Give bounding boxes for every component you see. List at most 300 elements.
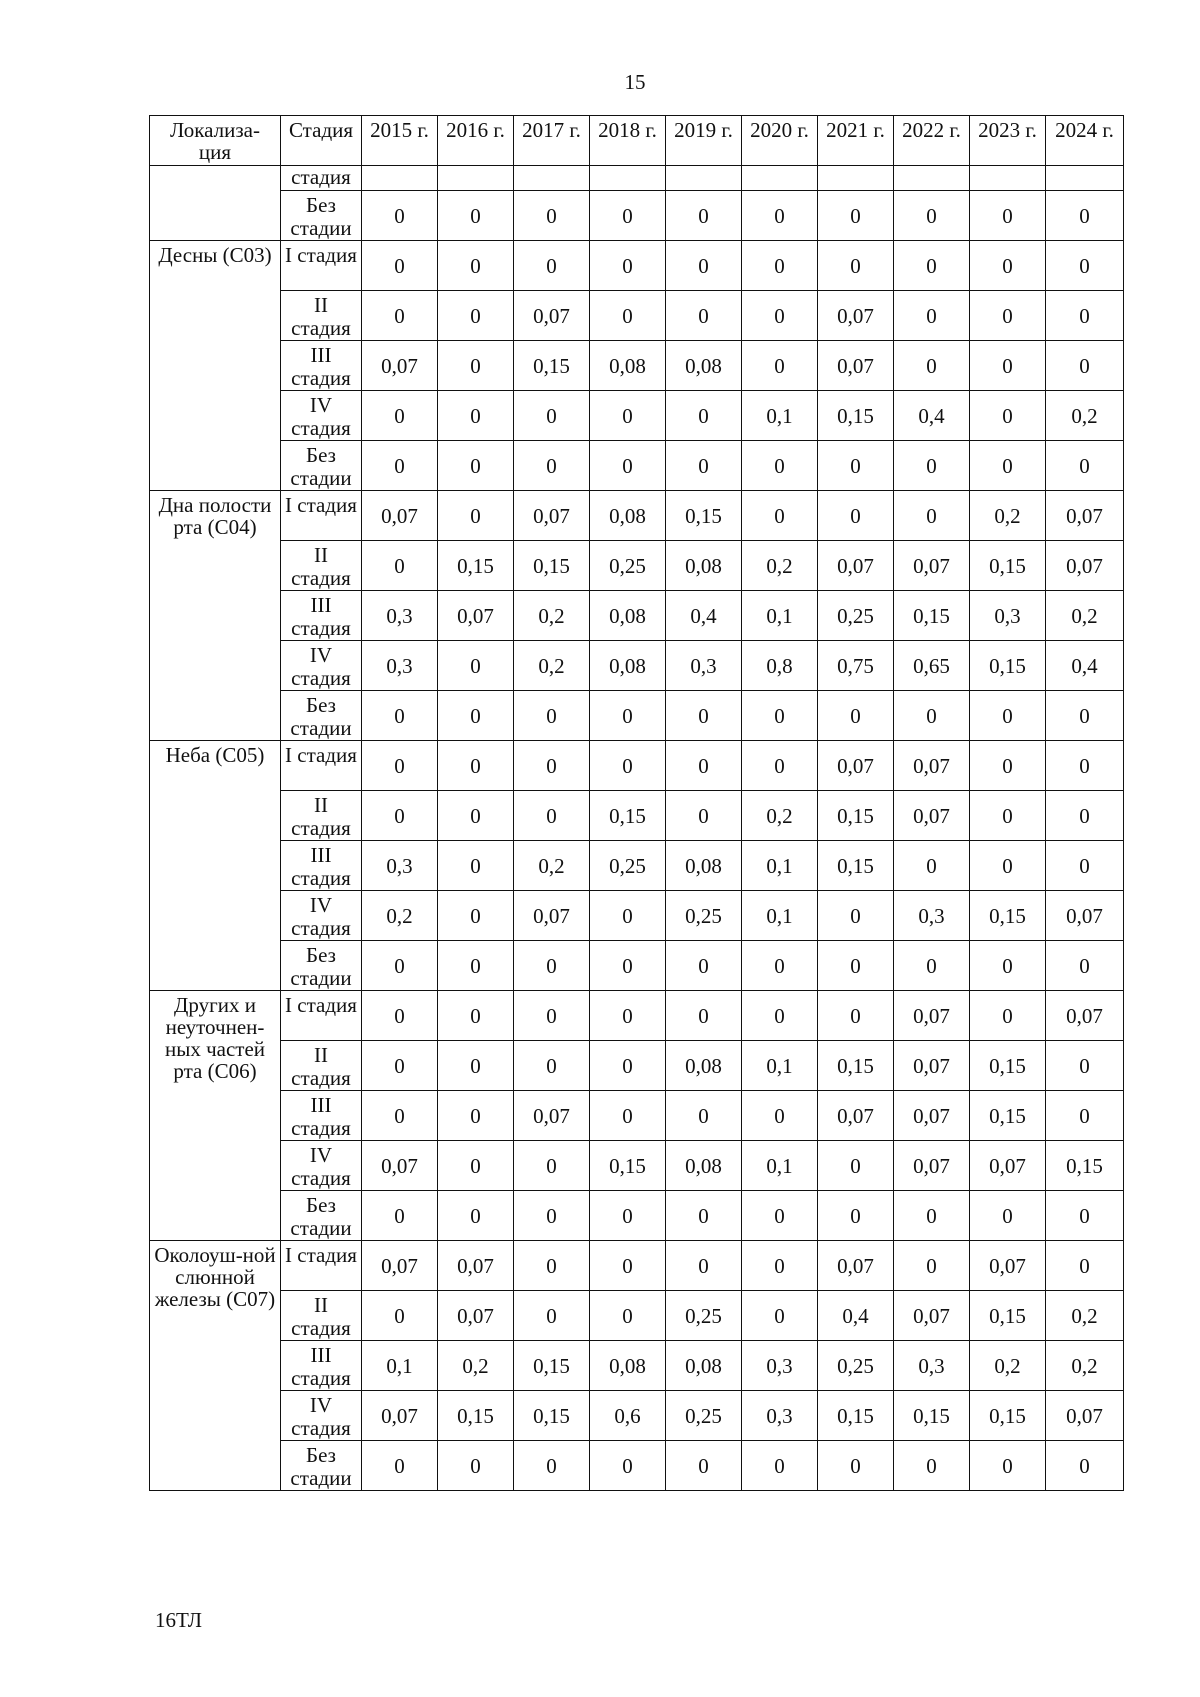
value-cell: 0,15	[514, 341, 590, 391]
stage-cell: III стадия	[281, 1091, 362, 1141]
value-cell: 0	[742, 741, 818, 791]
value-cell: 0	[362, 291, 438, 341]
stage-cell: II стадия	[281, 1291, 362, 1341]
value-cell: 0	[514, 241, 590, 291]
value-cell: 0	[514, 441, 590, 491]
value-cell: 0	[666, 691, 742, 741]
stage-cell: Без стадии	[281, 941, 362, 991]
value-cell: 0	[818, 241, 894, 291]
value-cell: 0	[514, 941, 590, 991]
value-cell: 0	[742, 341, 818, 391]
value-cell: 0,3	[666, 641, 742, 691]
value-cell: 0	[438, 1141, 514, 1191]
table-row	[150, 941, 1124, 991]
value-cell: 0	[666, 241, 742, 291]
value-cell: 0	[666, 791, 742, 841]
stage-cell: IV стадия	[281, 1141, 362, 1191]
value-cell: 0	[742, 1241, 818, 1291]
value-cell: 0	[742, 1291, 818, 1341]
value-cell: 0,07	[1046, 541, 1124, 591]
value-cell: 0,07	[818, 1091, 894, 1141]
value-cell: 0	[1046, 1191, 1124, 1241]
stage-cell: IV стадия	[281, 891, 362, 941]
value-cell: 0	[514, 191, 590, 241]
value-cell: 0	[1046, 1441, 1124, 1491]
value-cell: 0,25	[666, 1391, 742, 1441]
value-cell: 0	[818, 1141, 894, 1191]
value-cell: 0	[970, 441, 1046, 491]
value-cell: 0,3	[742, 1341, 818, 1391]
value-cell: 0	[970, 941, 1046, 991]
value-cell: 0,15	[818, 1391, 894, 1441]
value-cell: 0,08	[666, 1341, 742, 1391]
stage-cell: III стадия	[281, 341, 362, 391]
value-cell: 0,1	[742, 591, 818, 641]
table-row	[150, 1391, 1124, 1441]
stage-cell: III стадия	[281, 591, 362, 641]
value-cell: 0	[590, 1241, 666, 1291]
value-cell: 0	[894, 691, 970, 741]
table-row	[150, 241, 1124, 291]
value-cell: 0	[590, 1191, 666, 1241]
value-cell: 0,2	[970, 491, 1046, 541]
value-cell: 0,25	[666, 891, 742, 941]
value-cell: 0	[438, 941, 514, 991]
stage-cell: I стадия	[281, 991, 362, 1041]
value-cell: 0,07	[1046, 891, 1124, 941]
value-cell: 0	[362, 741, 438, 791]
value-cell: 0	[514, 1441, 590, 1491]
value-cell: 0	[894, 291, 970, 341]
value-cell: 0	[894, 241, 970, 291]
value-cell	[362, 166, 438, 191]
value-cell: 0	[514, 1191, 590, 1241]
value-cell: 0,07	[970, 1241, 1046, 1291]
value-cell: 0,07	[362, 491, 438, 541]
value-cell: 0	[590, 1291, 666, 1341]
value-cell: 0,1	[742, 891, 818, 941]
value-cell: 0,1	[742, 841, 818, 891]
value-cell: 0	[742, 491, 818, 541]
value-cell: 0	[438, 1191, 514, 1241]
value-cell: 0,25	[666, 1291, 742, 1341]
value-cell: 0	[438, 891, 514, 941]
value-cell: 0,2	[514, 841, 590, 891]
localization-cell	[150, 166, 281, 241]
value-cell: 0	[666, 1091, 742, 1141]
document-code: 16ТЛ	[155, 1608, 203, 1632]
value-cell: 0,07	[438, 1291, 514, 1341]
stage-cell: IV стадия	[281, 391, 362, 441]
value-cell: 0	[438, 441, 514, 491]
value-cell: 0	[818, 991, 894, 1041]
value-cell: 0	[590, 1091, 666, 1141]
value-cell: 0	[742, 441, 818, 491]
value-cell: 0	[590, 441, 666, 491]
value-cell: 0,15	[1046, 1141, 1124, 1191]
value-cell: 0	[970, 991, 1046, 1041]
stage-cell: I стадия	[281, 241, 362, 291]
value-cell: 0	[362, 1091, 438, 1141]
value-cell: 0	[666, 391, 742, 441]
table-row	[150, 1241, 1124, 1291]
stage-cell: III стадия	[281, 1341, 362, 1391]
value-cell: 0	[438, 191, 514, 241]
stage-cell: Без стадии	[281, 1441, 362, 1491]
value-cell: 0,2	[742, 791, 818, 841]
value-cell: 0	[1046, 1241, 1124, 1291]
stage-cell: Без стадии	[281, 441, 362, 491]
value-cell: 0,08	[666, 541, 742, 591]
value-cell: 0	[742, 991, 818, 1041]
stage-cell: Без стадии	[281, 691, 362, 741]
value-cell: 0,07	[818, 291, 894, 341]
value-cell: 0,15	[970, 1041, 1046, 1091]
value-cell: 0	[970, 341, 1046, 391]
value-cell: 0	[1046, 941, 1124, 991]
value-cell	[970, 166, 1046, 191]
value-cell: 0,2	[970, 1341, 1046, 1391]
value-cell: 0	[514, 991, 590, 1041]
table-row	[150, 641, 1124, 691]
stage-cell: II стадия	[281, 291, 362, 341]
value-cell: 0,15	[590, 791, 666, 841]
table-row	[150, 341, 1124, 391]
value-cell: 0	[666, 741, 742, 791]
value-cell: 0	[590, 291, 666, 341]
value-cell: 0	[818, 191, 894, 241]
value-cell: 0	[818, 491, 894, 541]
localization-cell: Десны (С03)	[150, 241, 281, 491]
value-cell: 0,07	[362, 1141, 438, 1191]
value-cell: 0	[438, 391, 514, 441]
value-cell: 0	[590, 391, 666, 441]
value-cell: 0,15	[666, 491, 742, 541]
value-cell: 0	[362, 1441, 438, 1491]
value-cell: 0	[894, 941, 970, 991]
value-cell: 0,07	[970, 1141, 1046, 1191]
value-cell: 0	[666, 991, 742, 1041]
value-cell: 0,4	[818, 1291, 894, 1341]
localization-cell: Околоуш-ной слюнной железы (С07)	[150, 1241, 281, 1491]
value-cell: 0	[666, 291, 742, 341]
value-cell: 0	[362, 541, 438, 591]
value-cell: 0	[438, 291, 514, 341]
value-cell: 0,08	[666, 1141, 742, 1191]
value-cell: 0	[666, 191, 742, 241]
value-cell: 0,15	[590, 1141, 666, 1191]
value-cell: 0,07	[1046, 1391, 1124, 1441]
value-cell	[514, 166, 590, 191]
value-cell	[818, 166, 894, 191]
value-cell: 0,15	[514, 1391, 590, 1441]
value-cell: 0,07	[818, 1241, 894, 1291]
value-cell: 0	[362, 391, 438, 441]
localization-cell: Дна полости рта (С04)	[150, 491, 281, 741]
value-cell: 0,2	[362, 891, 438, 941]
value-cell: 0,07	[438, 1241, 514, 1291]
table-row	[150, 1041, 1124, 1091]
value-cell: 0,08	[590, 1341, 666, 1391]
value-cell: 0	[1046, 291, 1124, 341]
value-cell: 0,25	[590, 841, 666, 891]
value-cell: 0	[438, 1441, 514, 1491]
value-cell: 0,2	[514, 641, 590, 691]
table-row	[150, 841, 1124, 891]
value-cell: 0	[438, 491, 514, 541]
table-body	[150, 166, 1124, 1491]
value-cell: 0	[514, 1141, 590, 1191]
stage-cell: IV стадия	[281, 641, 362, 691]
value-cell: 0,75	[818, 641, 894, 691]
table-row	[150, 491, 1124, 541]
table-row	[150, 1191, 1124, 1241]
value-cell: 0	[514, 741, 590, 791]
value-cell: 0,15	[970, 1291, 1046, 1341]
stage-cell: I стадия	[281, 491, 362, 541]
value-cell: 0,2	[514, 591, 590, 641]
value-cell: 0	[514, 691, 590, 741]
value-cell: 0,15	[970, 1391, 1046, 1441]
value-cell: 0	[1046, 691, 1124, 741]
value-cell: 0	[514, 791, 590, 841]
value-cell: 0,15	[818, 841, 894, 891]
value-cell: 0	[362, 191, 438, 241]
value-cell: 0	[970, 391, 1046, 441]
value-cell: 0,15	[818, 391, 894, 441]
value-cell: 0,08	[590, 591, 666, 641]
table-row	[150, 1291, 1124, 1341]
value-cell: 0,15	[514, 541, 590, 591]
value-cell: 0	[362, 241, 438, 291]
value-cell: 0,08	[590, 341, 666, 391]
stage-cell: I стадия	[281, 1241, 362, 1291]
value-cell	[666, 166, 742, 191]
value-cell: 0	[362, 991, 438, 1041]
value-cell: 0,2	[1046, 1291, 1124, 1341]
value-cell: 0,3	[362, 841, 438, 891]
value-cell: 0	[970, 191, 1046, 241]
value-cell: 0	[362, 1191, 438, 1241]
value-cell: 0,3	[362, 591, 438, 641]
value-cell: 0	[818, 1441, 894, 1491]
value-cell: 0	[362, 941, 438, 991]
table-row	[150, 1141, 1124, 1191]
value-cell: 0	[438, 791, 514, 841]
value-cell: 0	[438, 741, 514, 791]
header-localization: Локализа-ция	[150, 116, 281, 166]
value-cell: 0,08	[666, 841, 742, 891]
stage-cell: III стадия	[281, 841, 362, 891]
table-row	[150, 291, 1124, 341]
value-cell: 0,08	[666, 1041, 742, 1091]
value-cell: 0	[590, 941, 666, 991]
header-year: 2023 г.	[970, 116, 1046, 166]
value-cell: 0,3	[970, 591, 1046, 641]
value-cell: 0,07	[514, 491, 590, 541]
value-cell: 0	[362, 1291, 438, 1341]
value-cell: 0,4	[894, 391, 970, 441]
value-cell: 0	[590, 741, 666, 791]
value-cell: 0,15	[894, 591, 970, 641]
value-cell: 0	[590, 191, 666, 241]
value-cell: 0	[742, 1441, 818, 1491]
value-cell: 0	[590, 891, 666, 941]
value-cell: 0,2	[1046, 391, 1124, 441]
value-cell: 0,08	[666, 341, 742, 391]
value-cell: 0,25	[818, 591, 894, 641]
value-cell: 0	[894, 341, 970, 391]
header-year: 2017 г.	[514, 116, 590, 166]
value-cell: 0,3	[894, 891, 970, 941]
value-cell: 0	[894, 841, 970, 891]
value-cell: 0	[438, 841, 514, 891]
page-number: 15	[624, 70, 646, 94]
value-cell: 0	[970, 691, 1046, 741]
table-row	[150, 1341, 1124, 1391]
value-cell: 0	[438, 1041, 514, 1091]
stage-cell: II стадия	[281, 1041, 362, 1091]
value-cell	[742, 166, 818, 191]
value-cell: 0	[970, 1191, 1046, 1241]
value-cell: 0	[970, 841, 1046, 891]
value-cell: 0,07	[894, 1141, 970, 1191]
value-cell: 0,2	[742, 541, 818, 591]
value-cell: 0,15	[894, 1391, 970, 1441]
value-cell: 0	[1046, 241, 1124, 291]
value-cell: 0,15	[970, 1091, 1046, 1141]
value-cell: 0	[590, 241, 666, 291]
value-cell: 0,1	[362, 1341, 438, 1391]
value-cell: 0	[438, 341, 514, 391]
header-year: 2015 г.	[362, 116, 438, 166]
value-cell: 0	[970, 1441, 1046, 1491]
table-row	[150, 1091, 1124, 1141]
value-cell: 0,25	[590, 541, 666, 591]
value-cell: 0	[666, 941, 742, 991]
value-cell: 0	[666, 1191, 742, 1241]
value-cell: 0	[742, 291, 818, 341]
value-cell: 0	[1046, 191, 1124, 241]
continuation-row	[150, 166, 1124, 191]
value-cell: 0	[590, 991, 666, 1041]
value-cell: 0	[1046, 791, 1124, 841]
value-cell: 0,07	[362, 1241, 438, 1291]
header-year: 2024 г.	[1046, 116, 1124, 166]
value-cell: 0	[438, 241, 514, 291]
value-cell: 0,07	[818, 741, 894, 791]
value-cell: 0,2	[438, 1341, 514, 1391]
value-cell: 0	[818, 941, 894, 991]
value-cell: 0	[590, 1441, 666, 1491]
value-cell: 0	[1046, 1091, 1124, 1141]
value-cell: 0	[1046, 1041, 1124, 1091]
value-cell: 0,4	[1046, 641, 1124, 691]
stage-cell: Без стадии	[281, 1191, 362, 1241]
value-cell: 0,15	[438, 1391, 514, 1441]
value-cell: 0	[666, 441, 742, 491]
value-cell: 0,1	[742, 1041, 818, 1091]
value-cell: 0,07	[514, 1091, 590, 1141]
value-cell: 0	[894, 491, 970, 541]
value-cell: 0,1	[742, 1141, 818, 1191]
value-cell: 0	[818, 891, 894, 941]
incidence-table	[149, 115, 1124, 1491]
header-year: 2020 г.	[742, 116, 818, 166]
table-row	[150, 591, 1124, 641]
value-cell	[438, 166, 514, 191]
value-cell: 0,07	[818, 541, 894, 591]
value-cell: 0,6	[590, 1391, 666, 1441]
value-cell: 0,3	[362, 641, 438, 691]
value-cell: 0	[894, 191, 970, 241]
value-cell: 0	[1046, 841, 1124, 891]
table-row	[150, 191, 1124, 241]
value-cell: 0,1	[742, 391, 818, 441]
value-cell: 0	[742, 691, 818, 741]
value-cell: 0,3	[894, 1341, 970, 1391]
value-cell: 0,15	[970, 541, 1046, 591]
value-cell: 0,2	[1046, 591, 1124, 641]
value-cell: 0	[438, 1091, 514, 1141]
table-row	[150, 391, 1124, 441]
header-year: 2018 г.	[590, 116, 666, 166]
value-cell: 0	[514, 1241, 590, 1291]
value-cell: 0,07	[894, 991, 970, 1041]
header-year: 2016 г.	[438, 116, 514, 166]
value-cell: 0	[818, 1191, 894, 1241]
value-cell	[590, 166, 666, 191]
header-stage: Стадия	[281, 116, 362, 166]
value-cell: 0	[514, 1291, 590, 1341]
value-cell: 0,8	[742, 641, 818, 691]
header-year: 2021 г.	[818, 116, 894, 166]
value-cell: 0,07	[362, 341, 438, 391]
value-cell: 0,4	[666, 591, 742, 641]
value-cell: 0,2	[1046, 1341, 1124, 1391]
value-cell: 0	[894, 1191, 970, 1241]
value-cell: 0,07	[894, 741, 970, 791]
value-cell: 0	[590, 1041, 666, 1091]
value-cell	[894, 166, 970, 191]
value-cell: 0	[970, 291, 1046, 341]
value-cell: 0	[970, 241, 1046, 291]
value-cell: 0	[970, 791, 1046, 841]
header-year: 2019 г.	[666, 116, 742, 166]
value-cell: 0,15	[818, 791, 894, 841]
value-cell: 0	[362, 691, 438, 741]
value-cell: 0	[514, 391, 590, 441]
localization-cell: Других и неуточнен-ных частей рта (С06)	[150, 991, 281, 1241]
value-cell: 0,65	[894, 641, 970, 691]
stage-cell: стадия	[281, 166, 362, 191]
value-cell: 0,08	[590, 641, 666, 691]
value-cell: 0	[894, 1241, 970, 1291]
table-row	[150, 541, 1124, 591]
value-cell: 0	[590, 691, 666, 741]
table-row	[150, 741, 1124, 791]
value-cell: 0,07	[514, 291, 590, 341]
value-cell: 0,07	[1046, 491, 1124, 541]
value-cell: 0	[818, 691, 894, 741]
value-cell: 0	[742, 1091, 818, 1141]
value-cell: 0,07	[514, 891, 590, 941]
value-cell: 0	[514, 1041, 590, 1091]
value-cell: 0	[818, 441, 894, 491]
table-row	[150, 441, 1124, 491]
value-cell: 0	[666, 1241, 742, 1291]
value-cell: 0	[438, 641, 514, 691]
